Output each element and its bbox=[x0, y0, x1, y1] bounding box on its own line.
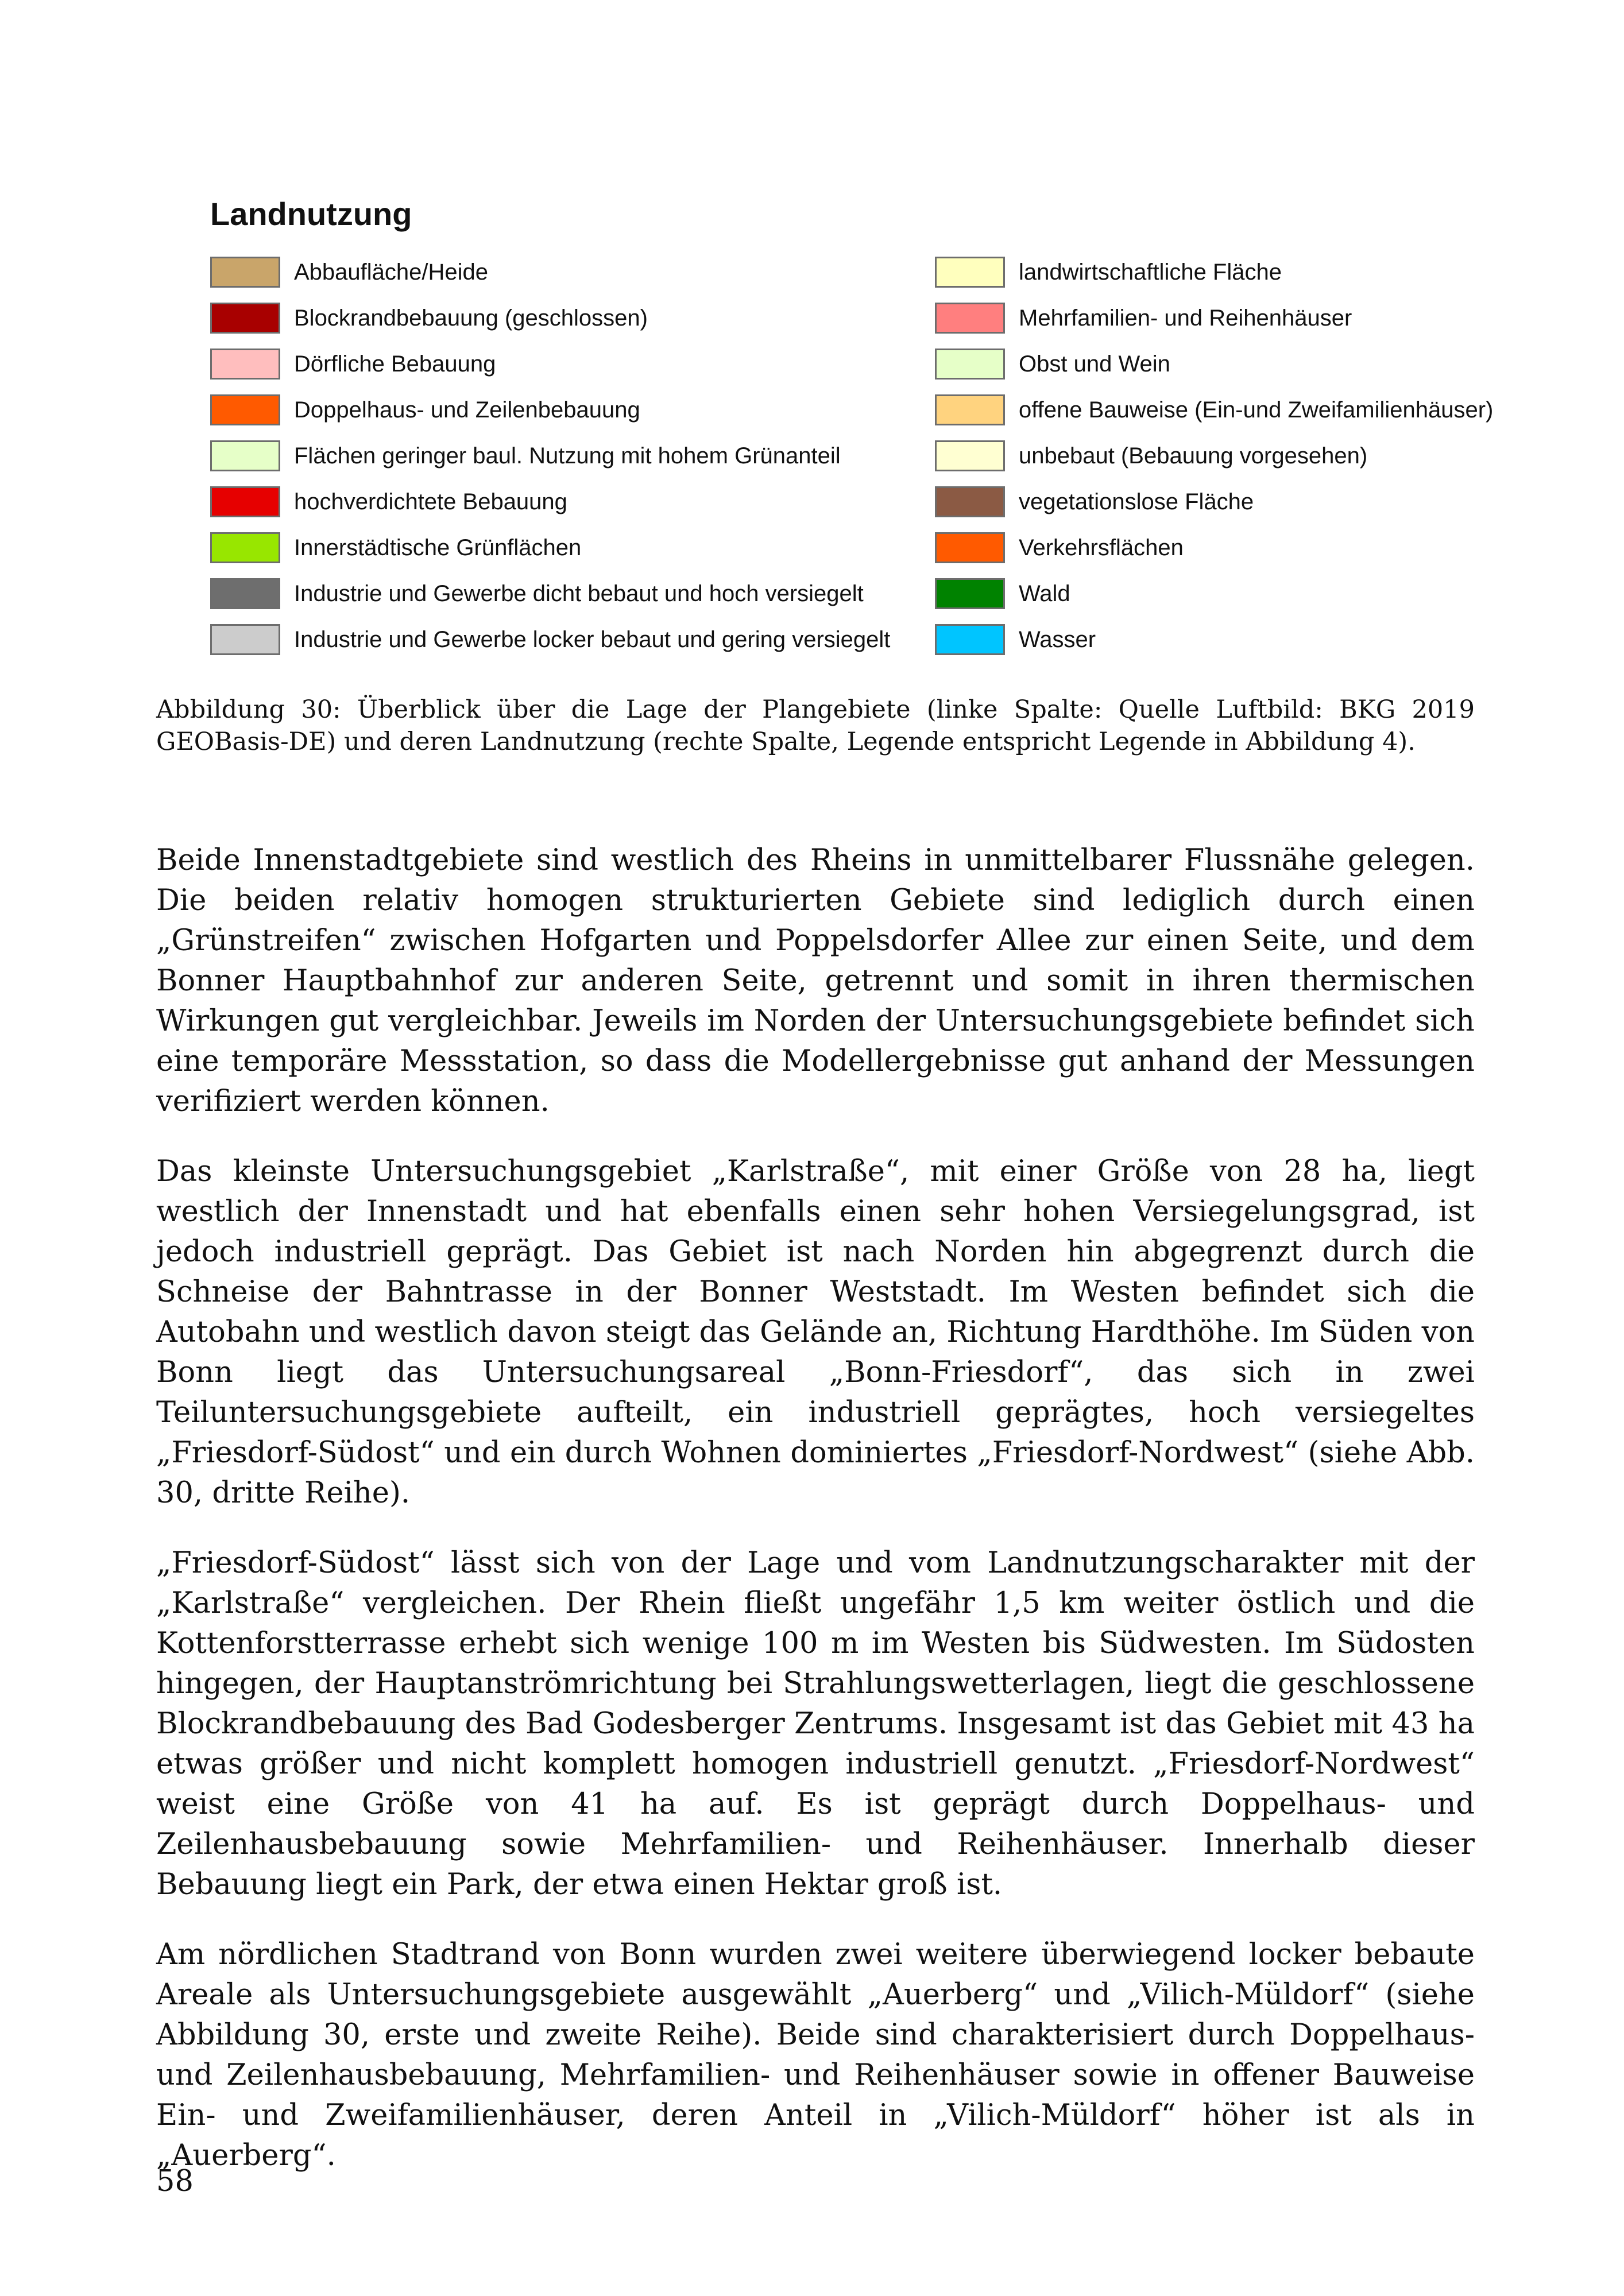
legend-label: offene Bauweise (Ein-und Zweifamilienhäuser) bbox=[1019, 397, 1494, 423]
body-text bbox=[156, 841, 1475, 2206]
legend-swatch bbox=[210, 624, 280, 655]
legend-item bbox=[210, 525, 890, 571]
legend-item bbox=[210, 249, 890, 295]
legend-swatch bbox=[935, 440, 1005, 471]
legend-swatch bbox=[935, 532, 1005, 563]
paragraph: Am nördlichen Stadtrand von Bonn wurden zwei weitere überwiegend locker bebaute Areale als Untersuchungsgebiete ausgewählt „Auerberg“ und „Vilich-Müldorf“ (siehe Abbildung 30, erste und zweite Reihe). Beide sind charakterisiert durch Doppelhaus- und Zeilenhausbebauung, Mehrfamilien- und Reihenhäuser sowie in offener Bauweise Ein- und Zweifamilienhäuser, deren Anteil in „Vilich-Müldorf“ höher ist als in „Auerberg“. bbox=[156, 1938, 1475, 2173]
legend-label: unbebaut (Bebauung vorgesehen) bbox=[1019, 443, 1368, 469]
paragraph: Beide Innenstadtgebiete sind westlich des Rheins in unmittelbarer Flussnähe gelegen. Die beiden relativ homogen strukturierten Gebiete sind lediglich durch einen „Grünstreifen“ zwischen Hofgarten und Poppelsdorfer Allee zur einen Seite, und dem Bonner Hauptbahnhof zur anderen Seite, getrennt und somit in ihren thermischen Wirkungen gut vergleichbar. Jeweils im Norden der Untersuchungsgebiete befindet sich eine temporäre Messstation, so dass die Modellergebnisse gut anhand der Messungen verifiziert werden können. bbox=[156, 843, 1475, 1118]
legend-item bbox=[935, 571, 1493, 617]
legend-item bbox=[935, 617, 1493, 663]
legend-swatch bbox=[935, 624, 1005, 655]
legend-item bbox=[210, 341, 890, 387]
legend-swatch bbox=[935, 578, 1005, 609]
legend-label: Verkehrsflächen bbox=[1019, 535, 1184, 560]
legend-label: Blockrandbebauung (geschlossen) bbox=[294, 305, 648, 331]
legend-label: Innerstädtische Grünflächen bbox=[294, 535, 582, 560]
legend-swatch bbox=[210, 303, 280, 334]
legend-label: landwirtschaftliche Fläche bbox=[1019, 259, 1282, 285]
land-use-legend bbox=[210, 194, 1531, 663]
legend-item bbox=[935, 295, 1493, 341]
legend-swatch bbox=[210, 257, 280, 288]
legend-item bbox=[935, 387, 1493, 433]
legend-label: hochverdichtete Bebauung bbox=[294, 489, 567, 514]
legend-title: Landnutzung bbox=[210, 196, 412, 232]
legend-item bbox=[935, 341, 1493, 387]
legend-label: Mehrfamilien- und Reihenhäuser bbox=[1019, 305, 1352, 331]
legend-label: Flächen geringer baul. Nutzung mit hohem Grünanteil bbox=[294, 443, 841, 469]
paragraph: „Friesdorf-Südost“ lässt sich von der Lage und vom Landnutzungscharakter mit der „Karlstraße“ vergleichen. Der Rhein fließt ungefähr 1,5 km weiter östlich und die Kottenforstterrasse erhebt sich wenige 100 m im Westen bis Südwesten. Im Südosten hingegen, der Hauptanströmrichtung bei Strahlungswetterlagen, liegt die geschlossene Blockrandbebauung des Bad Godesberger Zentrums. Insgesamt ist das Gebiet mit 43 ha etwas größer und nicht komplett homogen industriell genutzt. „Friesdorf-Nordwest“ weist eine Größe von 41 ha auf. Es ist geprägt durch Doppelhaus- und Zeilenhausbebauung sowie Mehrfamilien- und Reihenhäuser. Innerhalb dieser Bebauung liegt ein Park, der etwa einen Hektar groß ist. bbox=[156, 1546, 1475, 1902]
legend-label: vegetationslose Fläche bbox=[1019, 489, 1254, 514]
figure-caption: Abbildung 30: Überblick über die Lage der Plangebiete (linke Spalte: Quelle Luftbild: BKG 2019 GEOBasis-DE) und deren Landnutzung (rechte Spalte, Legende entspricht Legende in Abbildung 4). bbox=[156, 695, 1475, 756]
page-number: 58 bbox=[156, 2165, 194, 2198]
legend-label: Industrie und Gewerbe locker bebaut und gering versiegelt bbox=[294, 626, 891, 652]
legend-item bbox=[210, 617, 890, 663]
legend-swatch bbox=[210, 349, 280, 380]
legend-item bbox=[210, 571, 890, 617]
legend-item bbox=[210, 433, 890, 479]
legend-label: Industrie und Gewerbe dicht bebaut und hoch versiegelt bbox=[294, 580, 864, 606]
legend-item bbox=[935, 479, 1493, 525]
legend-item bbox=[935, 433, 1493, 479]
legend-column-left bbox=[210, 249, 890, 663]
legend-item bbox=[935, 249, 1493, 295]
legend-label: Obst und Wein bbox=[1019, 351, 1170, 377]
legend-label: Wasser bbox=[1019, 626, 1096, 652]
legend-item bbox=[210, 295, 890, 341]
paragraph: Das kleinste Untersuchungsgebiet „Karlstraße“, mit einer Größe von 28 ha, liegt westlich der Innenstadt und hat ebenfalls einen sehr hohen Versiegelungsgrad, ist jedoch industriell geprägt. Das Gebiet ist nach Norden hin abgegrenzt durch die Schneise der Bahntrasse in der Bonner Weststadt. Im Westen befindet sich die Autobahn und westlich davon steigt das Gelände an, Richtung Hardthöhe. Im Süden von Bonn liegt das Untersuchungsareal „Bonn-Friesdorf“, das sich in zwei Teiluntersuchungsgebiete aufteilt, ein industriell geprägtes, hoch versiegeltes „Friesdorf-Südost“ und ein durch Wohnen dominiertes „Friesdorf-Nordwest“ (siehe Abb. 30, dritte Reihe). bbox=[156, 1155, 1475, 1510]
legend-columns bbox=[210, 249, 1531, 663]
legend-item bbox=[210, 479, 890, 525]
legend-item bbox=[210, 387, 890, 433]
legend-swatch bbox=[210, 578, 280, 609]
legend-label: Wald bbox=[1019, 580, 1070, 606]
legend-swatch bbox=[210, 532, 280, 563]
legend-label: Abbaufläche/Heide bbox=[294, 259, 489, 285]
legend-label: Dörfliche Bebauung bbox=[294, 351, 496, 377]
legend-item bbox=[935, 525, 1493, 571]
legend-swatch bbox=[210, 394, 280, 425]
legend-swatch bbox=[210, 440, 280, 471]
legend-swatch bbox=[935, 394, 1005, 425]
legend-swatch bbox=[210, 486, 280, 517]
legend-swatch bbox=[935, 349, 1005, 380]
legend-swatch bbox=[935, 486, 1005, 517]
legend-swatch bbox=[935, 257, 1005, 288]
legend-label: Doppelhaus- und Zeilenbebauung bbox=[294, 397, 640, 423]
legend-column-right bbox=[935, 249, 1493, 663]
legend-swatch bbox=[935, 303, 1005, 334]
